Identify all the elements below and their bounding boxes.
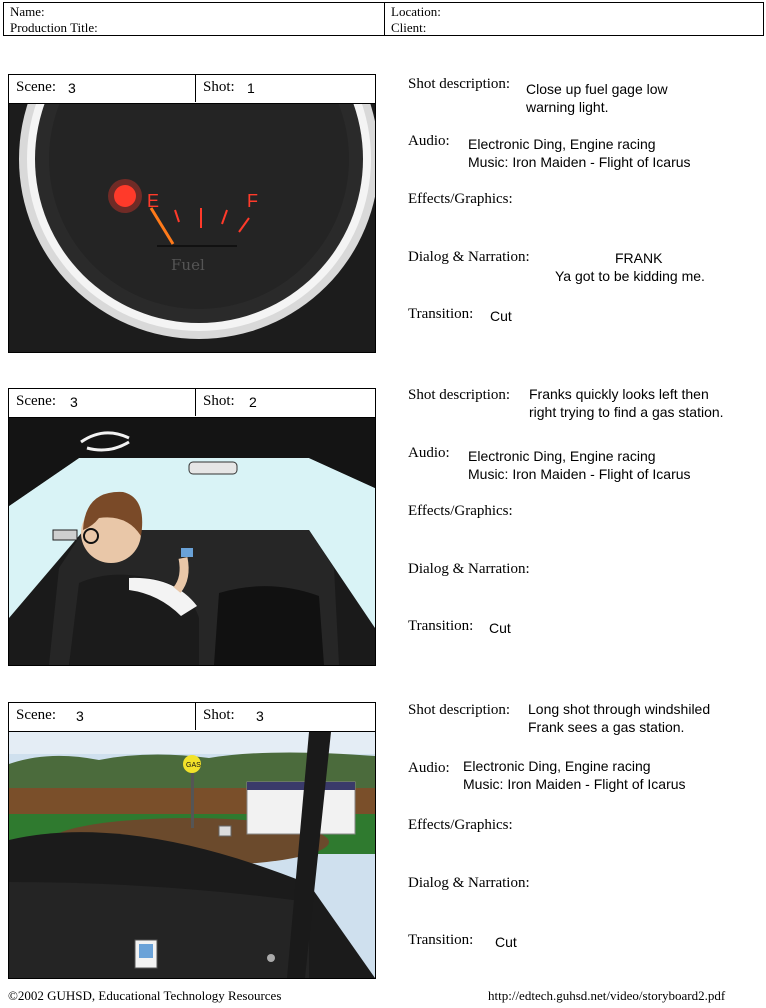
- audio-label: Audio:: [408, 133, 450, 149]
- effects-label: Effects/Graphics:: [408, 817, 513, 833]
- dialog-label: Dialog & Narration:: [408, 875, 530, 891]
- effects-label: Effects/Graphics:: [408, 191, 513, 207]
- shot-description-line-2: warning light.: [526, 99, 609, 115]
- source-url: http://edtech.guhsd.net/video/storyboard2.pdf: [488, 988, 726, 1003]
- production-title-label: Production Title:: [10, 20, 98, 35]
- audio-line-2: Music: Iron Maiden - Flight of Icarus: [463, 776, 686, 792]
- dialog-label: Dialog & Narration:: [408, 249, 530, 265]
- gauge-e-label: E: [147, 191, 160, 211]
- shot-cell: [196, 389, 376, 416]
- storyboard-header: [3, 2, 764, 36]
- location-label: Location:: [391, 4, 441, 19]
- panel-2-labels: [9, 389, 375, 418]
- scene-label: Scene:: [16, 393, 56, 409]
- scene-cell: [9, 75, 196, 102]
- transition-label: Transition:: [408, 306, 474, 322]
- dialog-character: FRANK: [615, 250, 663, 266]
- shot-value: 2: [249, 394, 257, 410]
- shot-description-line-1: Close up fuel gage low: [526, 81, 668, 97]
- transition-label: Transition:: [408, 618, 474, 634]
- scene-cell: [9, 389, 196, 416]
- dialog-line: Ya got to be kidding me.: [555, 268, 705, 284]
- shot-label: Shot:: [203, 393, 235, 409]
- scene-value: 3: [76, 708, 84, 724]
- shot-description-line-1: Franks quickly looks left then: [529, 386, 709, 402]
- scene-value: 3: [68, 80, 76, 96]
- header-right: [385, 3, 763, 35]
- audio-line-1: Electronic Ding, Engine racing: [468, 136, 656, 152]
- gauge-f-label: F: [247, 191, 258, 211]
- panel-1-labels: [9, 75, 375, 104]
- transition-value: Cut: [490, 308, 512, 324]
- shot-description-label: Shot description:: [408, 387, 511, 403]
- shot-cell: [196, 703, 376, 730]
- shot-description-label: Shot description:: [408, 76, 511, 92]
- shot-description-line-1: Long shot through windshiled: [528, 701, 711, 717]
- shot-value: 1: [247, 80, 255, 96]
- fuel-text: Fuel: [171, 256, 205, 274]
- scene-cell: [9, 703, 196, 730]
- effects-label: Effects/Graphics:: [408, 503, 513, 519]
- shot-label: Shot:: [203, 79, 235, 95]
- scene-value: 3: [70, 394, 78, 410]
- scene-label: Scene:: [16, 707, 56, 723]
- audio-line-1: Electronic Ding, Engine racing: [463, 758, 651, 774]
- audio-label: Audio:: [408, 760, 450, 776]
- audio-line-2: Music: Iron Maiden - Flight of Icarus: [468, 466, 691, 482]
- storyboard-panel-1: [8, 74, 376, 353]
- transition-value: Cut: [489, 620, 511, 636]
- storyboard-panel-3: [8, 702, 376, 979]
- shot-value: 3: [256, 708, 264, 724]
- dialog-label: Dialog & Narration:: [408, 561, 530, 577]
- copyright-text: ©2002 GUHSD, Educational Technology Resources: [8, 988, 282, 1003]
- shot-label: Shot:: [203, 707, 235, 723]
- car-interior-illustration: [9, 418, 375, 665]
- gas-sign-text: GAS: [186, 762, 201, 769]
- fuel-gauge-illustration: [9, 104, 375, 352]
- gas-station-illustration: [9, 732, 375, 978]
- transition-value: Cut: [495, 934, 517, 950]
- transition-label: Transition:: [408, 932, 474, 948]
- audio-line-1: Electronic Ding, Engine racing: [468, 448, 656, 464]
- shot-description-label: Shot description:: [408, 702, 511, 718]
- panel-3-labels: [9, 703, 375, 732]
- storyboard-panel-2: [8, 388, 376, 666]
- shot-description-line-2: Frank sees a gas station.: [528, 719, 685, 735]
- shot-description-line-2: right trying to find a gas station.: [529, 404, 724, 420]
- scene-label: Scene:: [16, 79, 56, 95]
- header-left: [4, 3, 385, 35]
- client-label: Client:: [391, 20, 427, 35]
- name-label: Name:: [10, 4, 45, 19]
- audio-line-2: Music: Iron Maiden - Flight of Icarus: [468, 154, 691, 170]
- audio-label: Audio:: [408, 445, 450, 461]
- shot-cell: [196, 75, 376, 102]
